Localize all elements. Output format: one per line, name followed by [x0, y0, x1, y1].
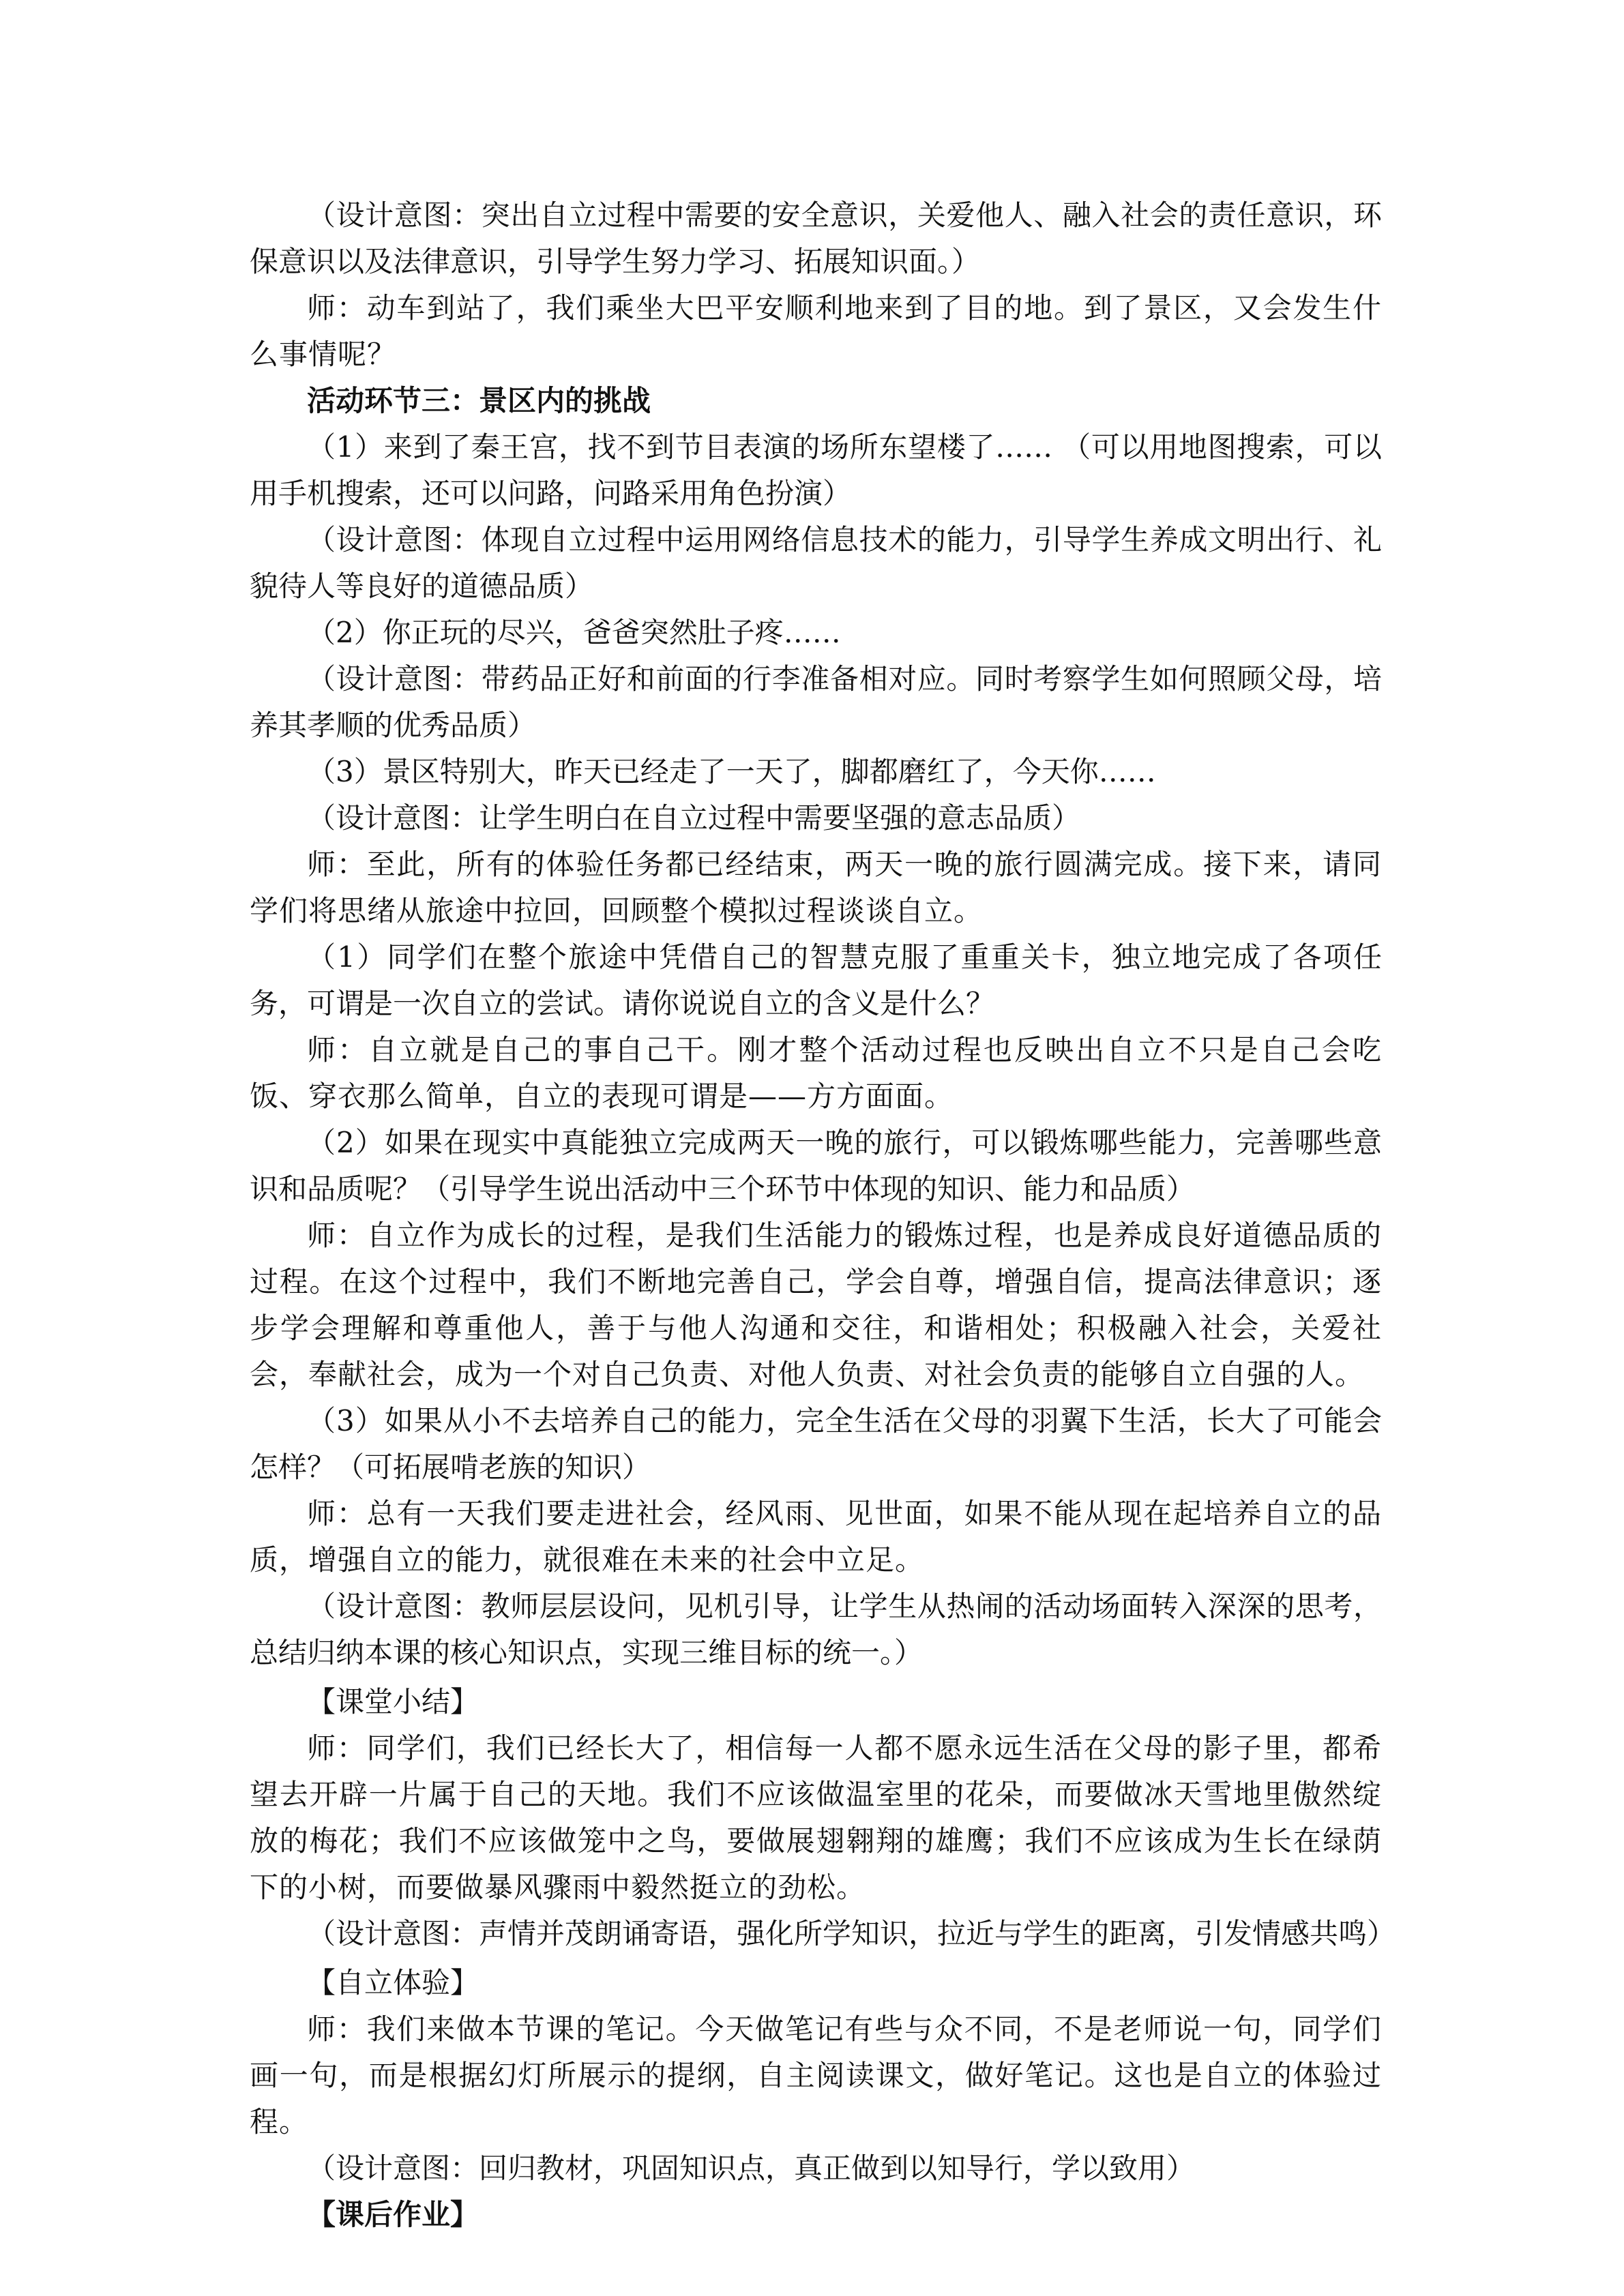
paragraph-task-1: （1）来到了秦王宫，找不到节目表演的场所东望楼了…… （可以用地图搜索，可以用手机搜索，还可以问路，问路采用角色扮演） — [250, 430, 1382, 510]
paragraph-design-intent-6: （设计意图：声情并茂朗诵寄语，强化所学知识，拉近与学生的距离，引发情感共鸣） — [307, 1917, 1396, 1950]
section-heading-activity-3: 活动环节三：景区内的挑战 — [307, 384, 651, 417]
paragraph-question-3: （3）如果从小不去培养自己的能力，完全生活在父母的羽翼下生活，长大了可能会怎样？（可拓展啃老族的知识） — [250, 1404, 1382, 1484]
paragraph-design-intent-1: （设计意图：突出自立过程中需要的安全意识，关爱他人、融入社会的责任意识，环保意识以及法律意识，引导学生努力学习、拓展知识面。） — [250, 198, 1382, 278]
paragraph-teacher-1: 师：动车到站了，我们乘坐大巴平安顺利地来到了目的地。到了景区，又会发生什么事情呢？ — [250, 291, 1382, 371]
paragraph-teacher-3: 师：自立就是自己的事自己干。刚才整个活动过程也反映出自立不只是自己会吃饭、穿衣那么简单，自立的表现可谓是——方方面面。 — [250, 1033, 1382, 1113]
paragraph-task-2: （2）你正玩的尽兴，爸爸突然肚子疼…… — [307, 616, 841, 649]
paragraph-question-1: （1）同学们在整个旅途中凭借自己的智慧克服了重重关卡，独立地完成了各项任务，可谓是一次自立的尝试。请你说说自立的含义是什么？ — [250, 940, 1382, 1020]
paragraph-design-intent-4: （设计意图：让学生明白在自立过程中需要坚强的意志品质） — [307, 801, 1081, 835]
paragraph-design-intent-7: （设计意图：回归教材，巩固知识点，真正做到以知导行，学以致用） — [307, 2151, 1196, 2185]
paragraph-design-intent-2: （设计意图：体现自立过程中运用网络信息技术的能力，引导学生养成文明出行、礼貌待人等良好的道德品质） — [250, 523, 1382, 603]
section-heading-self-reliance-experience: 【自立体验】 — [307, 1966, 479, 1999]
paragraph-design-intent-5: （设计意图：教师层层设问，见机引导，让学生从热闹的活动场面转入深深的思考，总结归纳本课的核心知识点，实现三维目标的统一。） — [250, 1590, 1382, 1669]
section-heading-homework: 【课后作业】 — [307, 2198, 479, 2231]
paragraph-teacher-7: 师：我们来做本节课的笔记。今天做笔记有些与众不同，不是老师说一句，同学们画一句，而是根据幻灯所展示的提纲，自主阅读课文，做好笔记。这也是自立的体验过程。 — [250, 2012, 1382, 2138]
paragraph-teacher-6: 师：同学们，我们已经长大了，相信每一人都不愿永远生活在父母的影子里，都希望去开辟一片属于自己的天地。我们不应该做温室里的花朵，而要做冰天雪地里傲然绽放的梅花；我们不应该做笼中之鸟，要做展翅翱翔的雄鹰；我们不应该成为生长在绿荫下的小树，而要做暴风骤雨中毅然挺立的劲松。 — [250, 1731, 1382, 1904]
paragraph-task-3: （3）景区特别大，昨天已经走了一天了，脚都磨红了，今天你…… — [307, 755, 1156, 788]
paragraph-teacher-4: 师：自立作为成长的过程，是我们生活能力的锻炼过程，也是养成良好道德品质的过程。在这个过程中，我们不断地完善自己，学会自尊，增强自信，提高法律意识；逐步学会理解和尊重他人，善于与他人沟通和交往，和谐相处；积极融入社会，关爱社会，奉献社会，成为一个对自己负责、对他人负责、对社会负责的能够自立自强的人。 — [250, 1219, 1382, 1391]
document-body — [250, 192, 1396, 2238]
paragraph-question-2: （2）如果在现实中真能独立完成两天一晚的旅行，可以锻炼哪些能力，完善哪些意识和品质呢？（引导学生说出活动中三个环节中体现的知识、能力和品质） — [250, 1126, 1382, 1206]
paragraph-teacher-2: 师：至此，所有的体验任务都已经结束，两天一晚的旅行圆满完成。接下来，请同学们将思绪从旅途中拉回，回顾整个模拟过程谈谈自立。 — [250, 848, 1382, 927]
section-heading-class-summary: 【课堂小结】 — [307, 1685, 479, 1718]
paragraph-teacher-5: 师：总有一天我们要走进社会，经风雨、见世面，如果不能从现在起培养自立的品质，增强自立的能力，就很难在未来的社会中立足。 — [250, 1497, 1382, 1577]
paragraph-design-intent-3: （设计意图：带药品正好和前面的行李准备相对应。同时考察学生如何照顾父母，培养其孝顺的优秀品质） — [250, 662, 1382, 742]
